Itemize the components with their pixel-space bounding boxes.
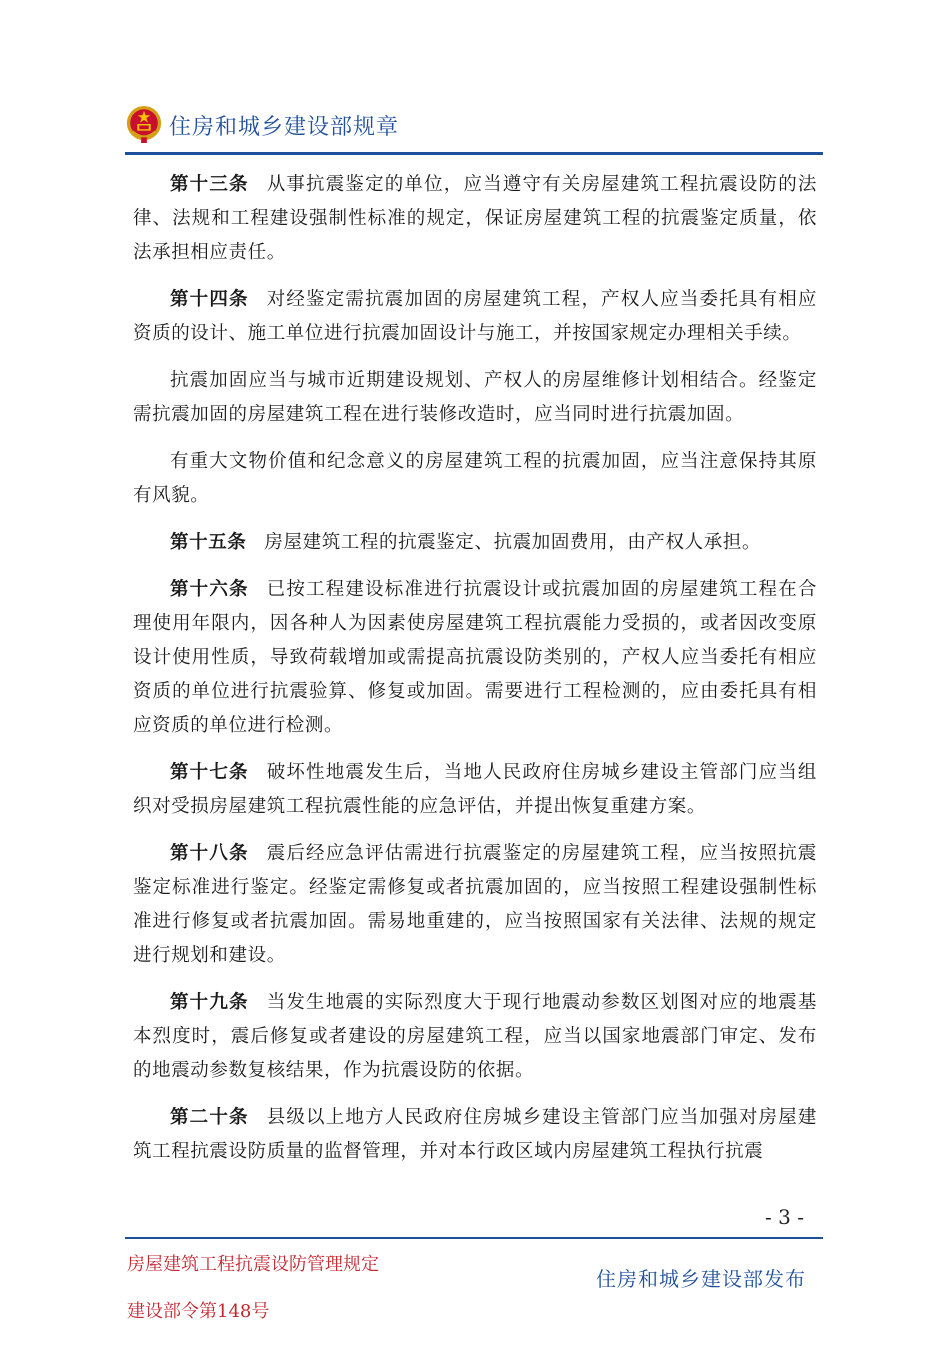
header-divider	[125, 152, 823, 155]
article-16	[133, 573, 817, 743]
page-header	[125, 100, 823, 157]
article-number: 第十四条	[170, 289, 249, 310]
article-13	[133, 168, 817, 270]
article-14	[133, 283, 817, 351]
article-text: 对经鉴定需抗震加固的房屋建筑工程，产权人应当委托具有相应资质的设计、施工单位进行抗震加固设计与施工，并按国家规定办理相关手续。	[133, 289, 817, 344]
article-number: 第二十条	[170, 1107, 249, 1128]
article-text: 房屋建筑工程的抗震鉴定、抗震加固费用，由产权人承担。	[264, 532, 762, 553]
article-number: 第十三条	[170, 174, 249, 195]
article-19	[133, 986, 817, 1088]
article-number: 第十五条	[170, 532, 247, 553]
article-text: 破坏性地震发生后，当地人民政府住房城乡建设主管部门应当组织对受损房屋建筑工程抗震性能的应急评估，并提出恢复重建方案。	[133, 762, 817, 817]
article-14-paragraph-3	[133, 445, 817, 513]
paragraph-text: 抗震加固应当与城市近期建设规划、产权人的房屋维修计划相结合。经鉴定需抗震加固的房屋建筑工程在进行装修改造时，应当同时进行抗震加固。	[133, 370, 817, 425]
article-number: 第十七条	[170, 762, 249, 783]
footer-divider	[125, 1237, 823, 1239]
article-14-paragraph-2	[133, 364, 817, 432]
article-number: 第十六条	[170, 579, 249, 600]
paragraph-text: 有重大文物价值和纪念意义的房屋建筑工程的抗震加固，应当注意保持其原有风貌。	[133, 451, 817, 506]
article-text: 从事抗震鉴定的单位，应当遵守有关房屋建筑工程抗震设防的法律、法规和工程建设强制性标准的规定，保证房屋建筑工程的抗震鉴定质量，依法承担相应责任。	[133, 174, 817, 263]
article-17	[133, 756, 817, 824]
article-20	[133, 1101, 817, 1169]
footer-doc-title: 房屋建筑工程抗震设防管理规定	[127, 1254, 379, 1275]
footer-order-number: 建设部令第148号	[127, 1301, 270, 1322]
national-emblem-icon	[125, 104, 163, 144]
article-15	[133, 526, 817, 560]
article-number: 第十八条	[170, 843, 249, 864]
article-number: 第十九条	[170, 992, 249, 1013]
article-text: 震后经应急评估需进行抗震鉴定的房屋建筑工程，应当按照抗震鉴定标准进行鉴定。经鉴定需修复或者抗震加固的，应当按照工程建设强制性标准进行修复或者抗震加固。需易地重建的，应当按照国家有关法律、法规的规定进行规划和建设。	[133, 843, 817, 966]
page-number: - 3 -	[765, 1205, 804, 1229]
document-body	[133, 168, 817, 1182]
article-text: 当发生地震的实际烈度大于现行地震动参数区划图对应的地震基本烈度时，震后修复或者建设的房屋建筑工程，应当以国家地震部门审定、发布的地震动参数复核结果，作为抗震设防的依据。	[133, 992, 817, 1081]
header-title: 住房和城乡建设部规章	[169, 115, 400, 140]
article-text: 已按工程建设标准进行抗震设计或抗震加固的房屋建筑工程在合理使用年限内，因各种人为因素使房屋建筑工程抗震能力受损的，或者因改变原设计使用性质，导致荷载增加或需提高抗震设防类别的，产权人应当委托有相应资质的单位进行抗震验算、修复或加固。需要进行工程检测的，应由委托具有相应资质的单位进行检测。	[133, 579, 817, 736]
article-text: 县级以上地方人民政府住房城乡建设主管部门应当加强对房屋建筑工程抗震设防质量的监督管理，并对本行政区域内房屋建筑工程执行抗震	[133, 1107, 817, 1162]
footer-publisher: 住房和城乡建设部发布	[596, 1267, 806, 1291]
article-18	[133, 837, 817, 973]
